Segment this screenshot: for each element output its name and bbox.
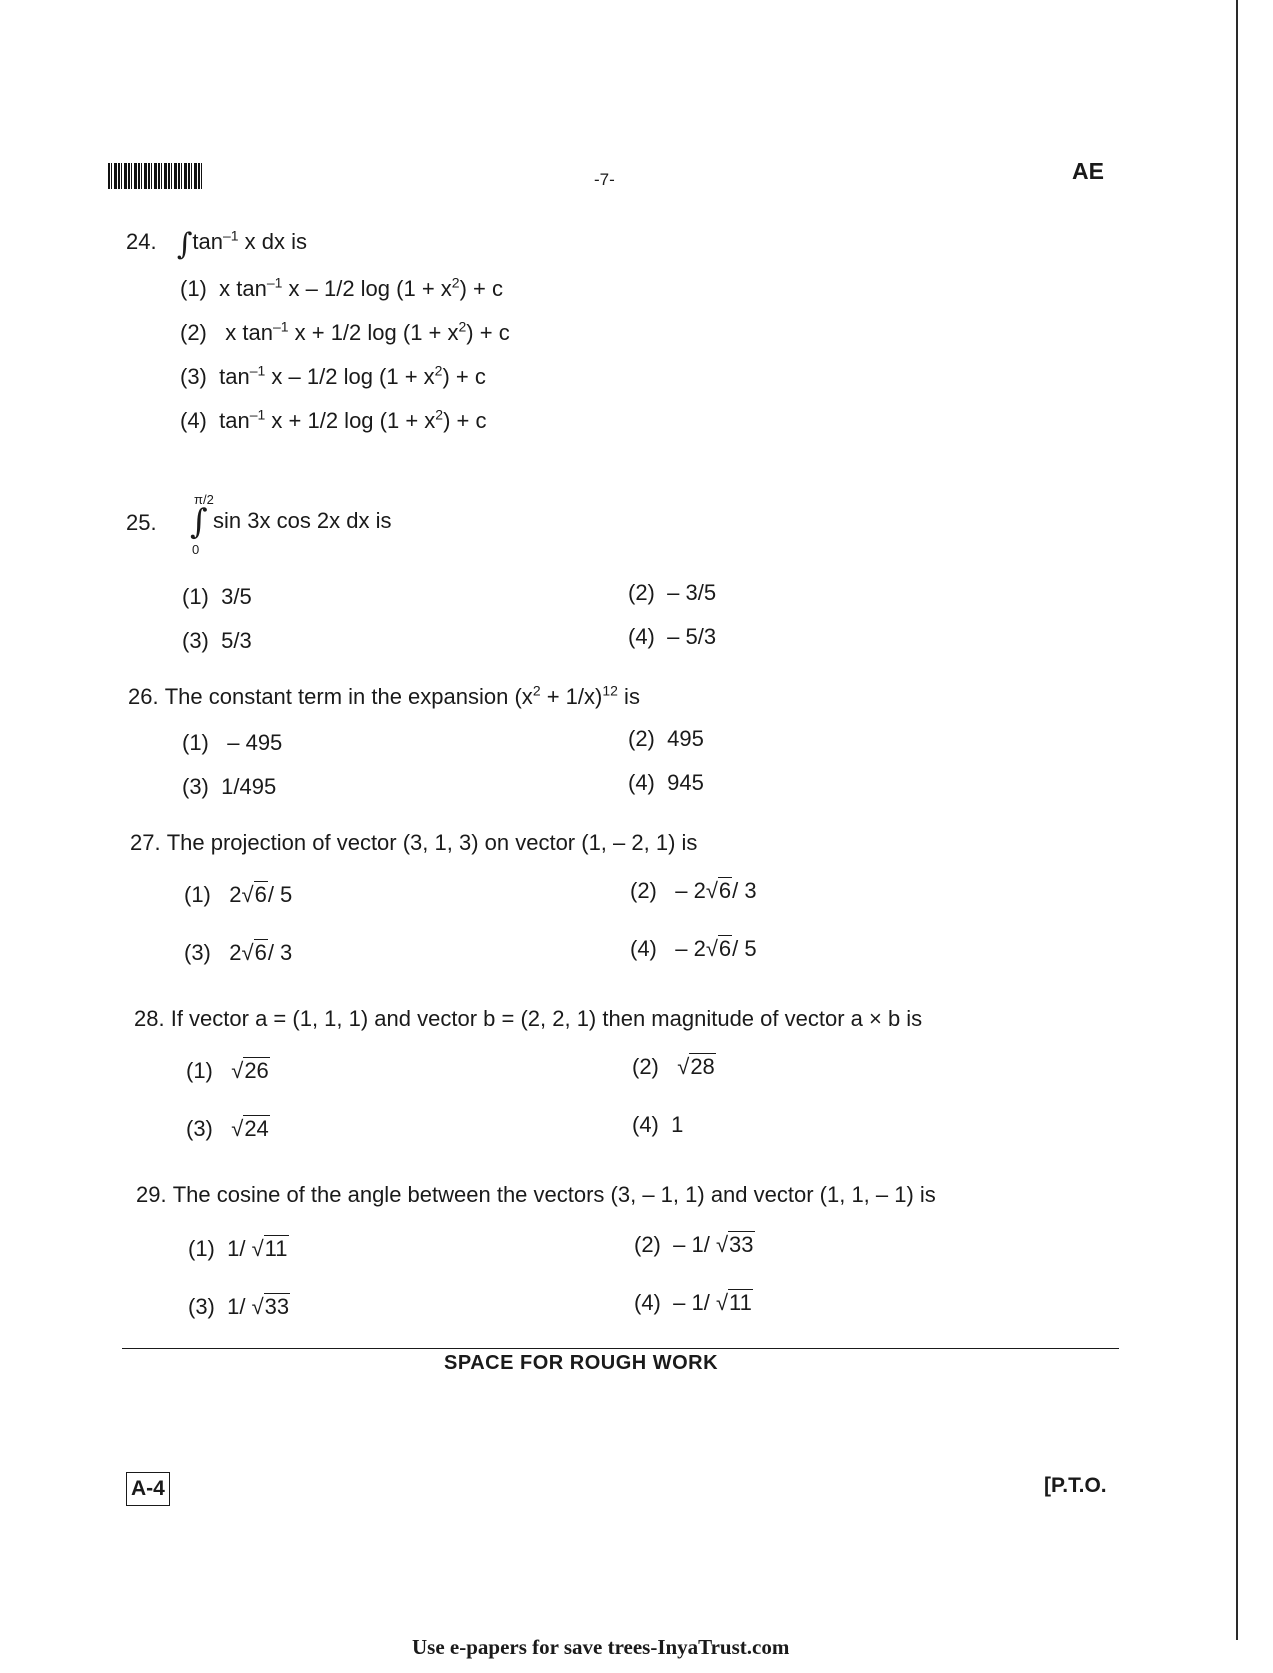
option-text: / 3: [732, 878, 757, 903]
radical-icon: √: [715, 1232, 729, 1257]
option-text: – 5/3: [667, 624, 717, 649]
option-label: (1): [184, 882, 211, 907]
option-label: (3): [180, 364, 207, 389]
option-label: (1): [188, 1236, 215, 1261]
option-text: ) + c: [442, 364, 486, 389]
radicand: 6: [718, 936, 732, 961]
option-text: 1: [671, 1112, 684, 1137]
option-text: 3/5: [221, 584, 252, 609]
question-stem: + 1/x): [540, 684, 603, 709]
integral-sign: ∫: [190, 502, 208, 542]
option-text: x + 1/2 log (1 + x: [265, 408, 436, 433]
option-label: (1): [186, 1058, 213, 1083]
question-27: [130, 830, 697, 856]
superscript: 2: [451, 274, 460, 291]
option-text: x – 1/2 log (1 + x: [265, 364, 435, 389]
q25-option-4[interactable]: [628, 624, 716, 650]
radicand: 11: [264, 1236, 288, 1261]
question-stem: The cosine of the angle between the vectors (3, – 1, 1) and vector (1, 1, – 1) is: [172, 1182, 936, 1207]
radical-icon: √: [231, 1116, 244, 1141]
superscript: 2: [532, 682, 541, 699]
q26-option-3[interactable]: [182, 774, 276, 800]
q27-option-1[interactable]: [184, 882, 292, 908]
option-text: 1/495: [221, 774, 277, 799]
option-text: – 495: [227, 730, 283, 755]
option-text: ) + c: [459, 276, 503, 301]
option-label: (2): [634, 1232, 661, 1257]
radical-icon: √: [705, 878, 718, 903]
option-text: 2: [229, 940, 242, 965]
superscript: –1: [222, 227, 239, 244]
question-stem: is: [617, 684, 640, 709]
radical-icon: √: [715, 1290, 729, 1315]
q27-option-2[interactable]: [630, 878, 757, 904]
radicand: 28: [690, 1054, 715, 1079]
superscript: 12: [602, 682, 618, 699]
radical-icon: √: [241, 940, 254, 965]
option-label: (2): [628, 726, 655, 751]
question-26: [128, 684, 640, 710]
option-label: (4): [632, 1112, 659, 1137]
option-label: (4): [180, 408, 207, 433]
superscript: 2: [434, 362, 443, 379]
q29-option-2[interactable]: [634, 1232, 755, 1258]
q28-option-1[interactable]: [186, 1058, 270, 1084]
footer-text: Use e-papers for save trees-InyaTrust.com: [412, 1635, 790, 1659]
q27-option-3[interactable]: [184, 940, 292, 966]
option-text: x tan: [219, 276, 267, 301]
superscript: 2: [458, 318, 467, 335]
option-label: (3): [188, 1294, 215, 1319]
option-label: (2): [180, 320, 207, 345]
q25-option-1[interactable]: [182, 584, 252, 610]
superscript: 2: [435, 406, 444, 423]
option-text: 5/3: [221, 628, 252, 653]
rough-work-heading: SPACE FOR ROUGH WORK: [444, 1352, 719, 1374]
radicand: 6: [254, 882, 267, 907]
radical-icon: √: [241, 882, 254, 907]
question-25-stem: sin 3x cos 2x dx is: [213, 508, 392, 533]
option-text: ) + c: [466, 320, 510, 345]
q24-option-4[interactable]: [180, 408, 486, 434]
lower-limit: 0: [192, 542, 200, 557]
question-stem: tan: [192, 229, 223, 254]
q24-option-1[interactable]: [180, 276, 503, 302]
page-number: -7-: [594, 170, 615, 189]
q26-option-2[interactable]: [628, 726, 704, 752]
radical-icon: √: [251, 1236, 264, 1261]
superscript: –1: [266, 274, 283, 291]
option-text: 495: [667, 726, 704, 751]
option-label: (4): [634, 1290, 661, 1315]
radical-icon: √: [251, 1294, 264, 1319]
option-text: tan: [219, 364, 250, 389]
barcode: [108, 163, 202, 189]
option-text: tan: [219, 408, 250, 433]
option-text: – 1/: [673, 1232, 716, 1257]
right-margin-rule: [1236, 0, 1238, 1640]
option-text: 945: [667, 770, 704, 795]
option-label: (4): [630, 936, 657, 961]
radicand: 33: [729, 1232, 754, 1257]
option-text: – 3/5: [667, 580, 717, 605]
option-label: (2): [628, 580, 655, 605]
superscript: –1: [249, 406, 266, 423]
pto-label: [P.T.O.: [1044, 1474, 1107, 1497]
option-text: / 5: [267, 882, 293, 907]
radicand: 33: [264, 1294, 290, 1319]
question-stem-tail: x dx is: [238, 229, 307, 254]
radicand: 11: [729, 1290, 752, 1315]
option-text: / 3: [267, 940, 293, 965]
radical-icon: √: [677, 1054, 690, 1079]
integral-sign: ∫: [176, 227, 193, 262]
q28-option-2[interactable]: [632, 1054, 716, 1080]
option-text: 1/: [227, 1294, 252, 1319]
option-label: (1): [180, 276, 207, 301]
option-label: (3): [186, 1116, 213, 1141]
option-text: ) + c: [443, 408, 487, 433]
booklet-code: A-4: [126, 1472, 170, 1506]
q27-option-4[interactable]: [630, 936, 757, 962]
option-text: / 5: [732, 936, 757, 961]
superscript: –1: [272, 318, 289, 335]
divider: [122, 1348, 1119, 1349]
q25-option-2[interactable]: [628, 580, 716, 606]
radical-icon: √: [231, 1058, 244, 1083]
question-stem: The projection of vector (3, 1, 3) on vector (1, – 2, 1) is: [166, 830, 698, 855]
option-text: 1/: [227, 1236, 252, 1261]
question-number: 27.: [130, 830, 161, 855]
q28-option-3[interactable]: [186, 1116, 270, 1142]
option-text: x + 1/2 log (1 + x: [288, 320, 459, 345]
radical-icon: √: [705, 936, 718, 961]
q24-option-2[interactable]: [180, 320, 510, 346]
radicand: 24: [244, 1116, 269, 1141]
q28-option-4[interactable]: [632, 1112, 683, 1138]
upper-limit: π/2: [194, 492, 214, 507]
option-text: x – 1/2 log (1 + x: [282, 276, 452, 301]
q25-option-3[interactable]: [182, 628, 252, 654]
option-text: x tan: [225, 320, 273, 345]
q29-option-4[interactable]: [634, 1290, 753, 1316]
option-label: (3): [184, 940, 211, 965]
q24-option-3[interactable]: [180, 364, 486, 390]
question-number: 28.: [134, 1006, 165, 1031]
question-28: [134, 1006, 922, 1032]
superscript: –1: [249, 362, 266, 379]
option-text: – 2: [675, 878, 706, 903]
question-24: [126, 222, 307, 262]
option-label: (1): [182, 584, 209, 609]
radicand: 6: [718, 878, 732, 903]
question-number: 24.: [126, 229, 157, 254]
option-label: (2): [630, 878, 657, 903]
question-stem: If vector a = (1, 1, 1) and vector b = (2, 2, 1) then magnitude of vector a × b is: [170, 1006, 923, 1031]
question-25: [126, 510, 157, 536]
option-text: – 1/: [673, 1290, 716, 1315]
question-number: 29.: [136, 1182, 167, 1207]
q29-option-1[interactable]: [188, 1236, 289, 1262]
option-label: (4): [628, 624, 655, 649]
radicand: 6: [254, 940, 267, 965]
q26-option-4[interactable]: [628, 770, 704, 796]
q29-option-3[interactable]: [188, 1294, 290, 1320]
question-number: 25.: [126, 510, 157, 535]
option-label: (3): [182, 774, 209, 799]
q26-option-1[interactable]: [182, 730, 282, 756]
question-number: 26.: [128, 684, 159, 709]
series-code: AE: [1072, 158, 1104, 184]
question-stem: The constant term in the expansion (x: [164, 684, 533, 709]
option-label: (2): [632, 1054, 659, 1079]
option-label: (4): [628, 770, 655, 795]
radicand: 26: [244, 1058, 269, 1083]
option-text: – 2: [675, 936, 706, 961]
option-label: (3): [182, 628, 209, 653]
option-text: 2: [229, 882, 242, 907]
option-label: (1): [182, 730, 209, 755]
question-29: [136, 1182, 936, 1208]
